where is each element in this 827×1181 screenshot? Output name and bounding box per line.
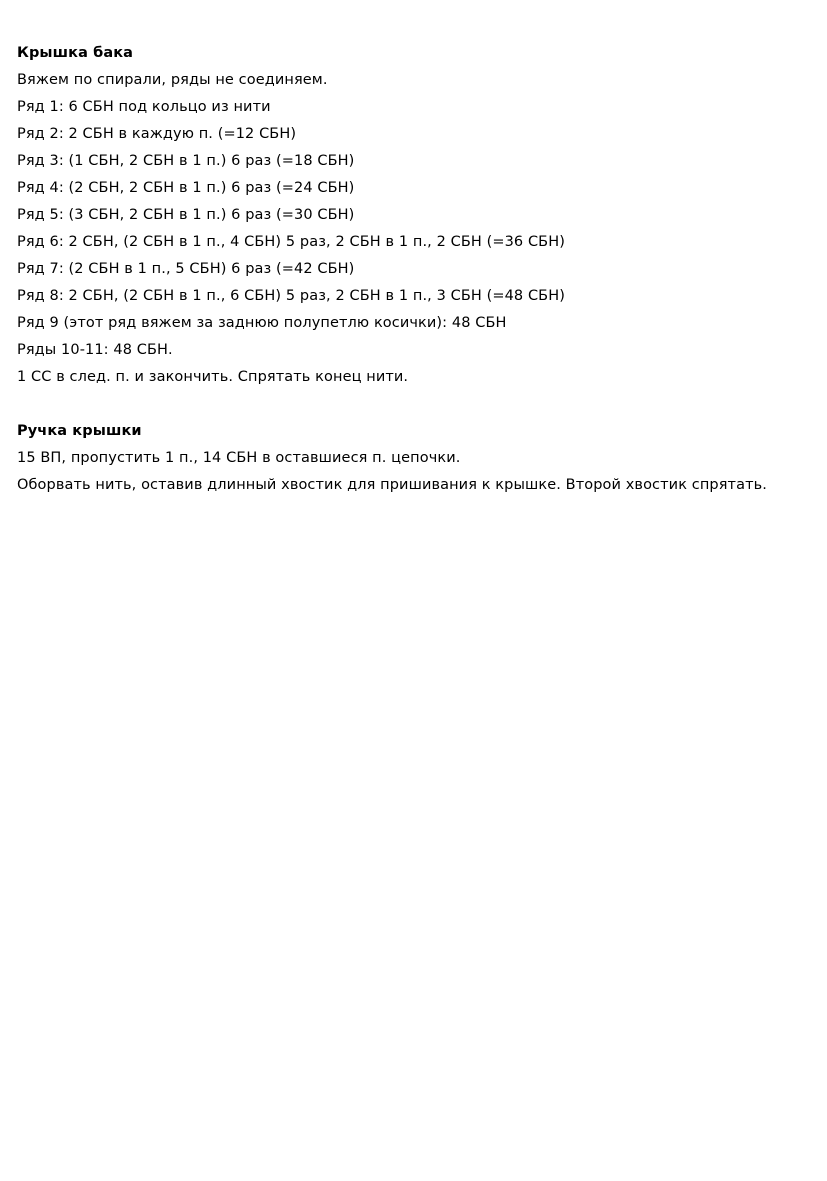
section-spacer	[17, 391, 817, 418]
instruction-rows-10-11: Ряды 10-11: 48 СБН.	[17, 342, 173, 358]
instruction-finish: 1 СС в след. п. и закончить. Спрятать конец нити.	[17, 369, 409, 385]
instruction-row-2: Ряд 2: 2 СБН в каждую п. (=12 СБН)	[17, 126, 297, 142]
handle-instruction-1: 15 ВП, пропустить 1 п., 14 СБН в оставшиеся п. цепочки.	[17, 450, 461, 466]
instruction-row-8: Ряд 8: 2 СБН, (2 СБН в 1 п., 6 СБН) 5 раз, 2 СБН в 1 п., 3 СБН (=48 СБН)	[17, 288, 565, 304]
document-body	[17, 40, 817, 499]
instruction-line: Вяжем по спирали, ряды не соединяем.	[17, 72, 328, 88]
instruction-row-4: Ряд 4: (2 СБН, 2 СБН в 1 п.) 6 раз (=24 СБН)	[17, 180, 355, 196]
instruction-row-5: Ряд 5: (3 СБН, 2 СБН в 1 п.) 6 раз (=30 СБН)	[17, 207, 355, 223]
instruction-row-6: Ряд 6: 2 СБН, (2 СБН в 1 п., 4 СБН) 5 раз, 2 СБН в 1 п., 2 СБН (=36 СБН)	[17, 234, 565, 250]
instruction-row-3: Ряд 3: (1 СБН, 2 СБН в 1 п.) 6 раз (=18 СБН)	[17, 153, 355, 169]
handle-instruction-2: Оборвать нить, оставив длинный хвостик для пришивания к крышке. Второй хвостик спрятать.	[17, 477, 767, 493]
section-title-lid: Крышка бака	[17, 45, 134, 61]
section-title-handle: Ручка крышки	[17, 423, 142, 439]
instruction-row-7: Ряд 7: (2 СБН в 1 п., 5 СБН) 6 раз (=42 СБН)	[17, 261, 355, 277]
instruction-row-1: Ряд 1: 6 СБН под кольцо из нити	[17, 99, 271, 115]
instruction-row-9: Ряд 9 (этот ряд вяжем за заднюю полупетлю косички): 48 СБН	[17, 315, 507, 331]
